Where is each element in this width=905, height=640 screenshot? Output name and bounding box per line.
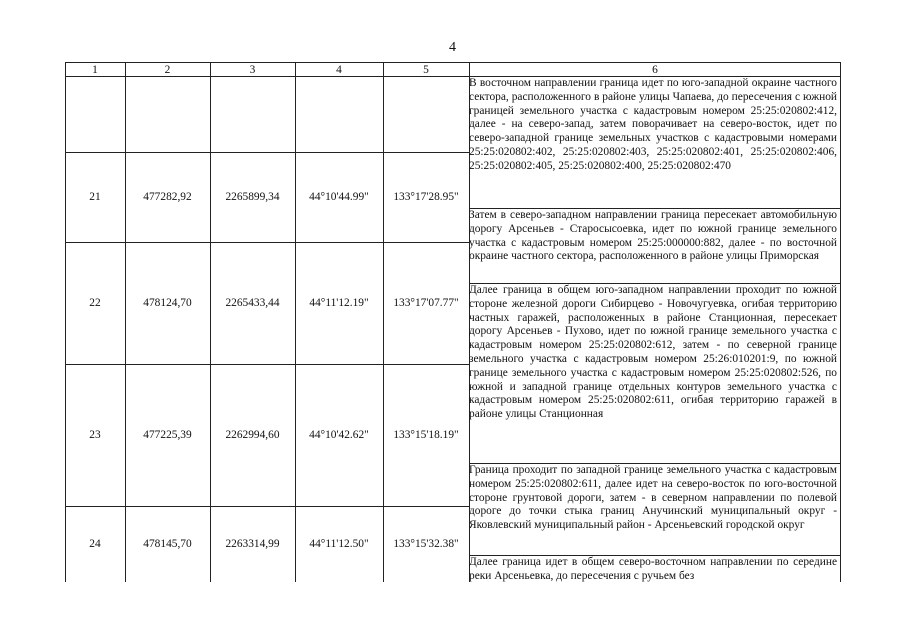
coord-x: 478145,70 (143, 538, 192, 550)
boundary-description: Затем в северо-западном направлении граница пересекает автомобильную дорогу Арсеньев - Старосысоевка, идет по южной границе земельного участка с кадастровым номером 25:25:000000:882, далее - по восточной окраине частного сектора, расположенного в районе улицы Приморская (469, 209, 837, 263)
coord-x: 477225,39 (143, 429, 192, 441)
boundary-table (65, 62, 841, 582)
coord-y: 2262994,60 (225, 429, 280, 441)
point-number: 22 (89, 297, 101, 309)
column-header: 3 (249, 63, 256, 76)
column-border (840, 62, 841, 582)
coord-x: 477282,92 (143, 191, 192, 203)
boundary-description: В восточном направлении граница идет по юго-западной окраине частного сектора, расположенного в районе улицы Чапаева, до пересечения с южной границей земельного участка с кадастровым номером 25:25:020802:412, далее - на северо-запад, затем поворачивает на северо-восток, идет по северо-западной границе земельных участков с кадастровыми номерами 25:25:020802:402, 25:25:020802:403, 25:25:020802:401, 25:25:020802:406, 25:25:020802:405, 25:25:020802:400, 25:25:020802:470 (469, 77, 837, 172)
column-header: 1 (92, 63, 98, 76)
point-number: 23 (89, 429, 101, 441)
boundary-description: Граница проходит по западной границе земельного участка с кадастровым номером 25:25:020802:611, далее идет на северо-восток по юго-восточной стороне грунтовой дороги, затем - в северном направлении по полевой дороге до точки стыка границ Анучинский муниципальный округ - Яковлевский муниципальный район - Арсеньевский городской округ (469, 464, 837, 532)
latitude: 44°11'12.19" (309, 297, 369, 309)
point-number: 24 (89, 538, 101, 550)
latitude: 44°10'42.62" (309, 429, 369, 441)
longitude: 133°17'28.95" (393, 191, 459, 203)
longitude: 133°17'07.77" (393, 297, 459, 309)
boundary-description: Далее граница в общем юго-западном направлении проходит по южной стороне железной дороги Сибирцево - Новочугуевка, огибая территорию частных гаражей, расположенных в районе Станционная, пересекает дорогу Арсеньев - Пухово, идет по южной границе земельного участка с кадастровым номером 25:25:020802:612, затем - по северной границе земельного участка с кадастровым номером 25:26:010201:9, по южной границе земельного участка с кадастровым номером 25:25:020802:526, по южной и западной границе отдельных контуров земельного участка с кадастровым номером 25:25:020802:611, огибая территорию гаражей в районе улицы Станционная (469, 284, 837, 421)
column-header: 5 (423, 63, 429, 76)
column-header: 2 (164, 63, 171, 76)
coord-y: 2265899,34 (225, 191, 280, 203)
coord-y: 2265433,44 (225, 297, 280, 309)
page-number: 4 (449, 40, 456, 55)
latitude: 44°11'12.50" (309, 538, 369, 550)
coord-x: 478124,70 (143, 297, 192, 309)
latitude: 44°10'44.99" (309, 191, 369, 203)
longitude: 133°15'18.19" (393, 429, 459, 441)
coord-y: 2263314,99 (225, 538, 280, 550)
column-header: 4 (336, 63, 342, 76)
point-number: 21 (89, 191, 101, 203)
longitude: 133°15'32.38" (393, 538, 459, 550)
boundary-description: Далее граница идет в общем северо-восточном направлении по середине реки Арсеньевка, до пересечения с ручьем без (469, 556, 837, 582)
column-header: 6 (652, 63, 658, 76)
